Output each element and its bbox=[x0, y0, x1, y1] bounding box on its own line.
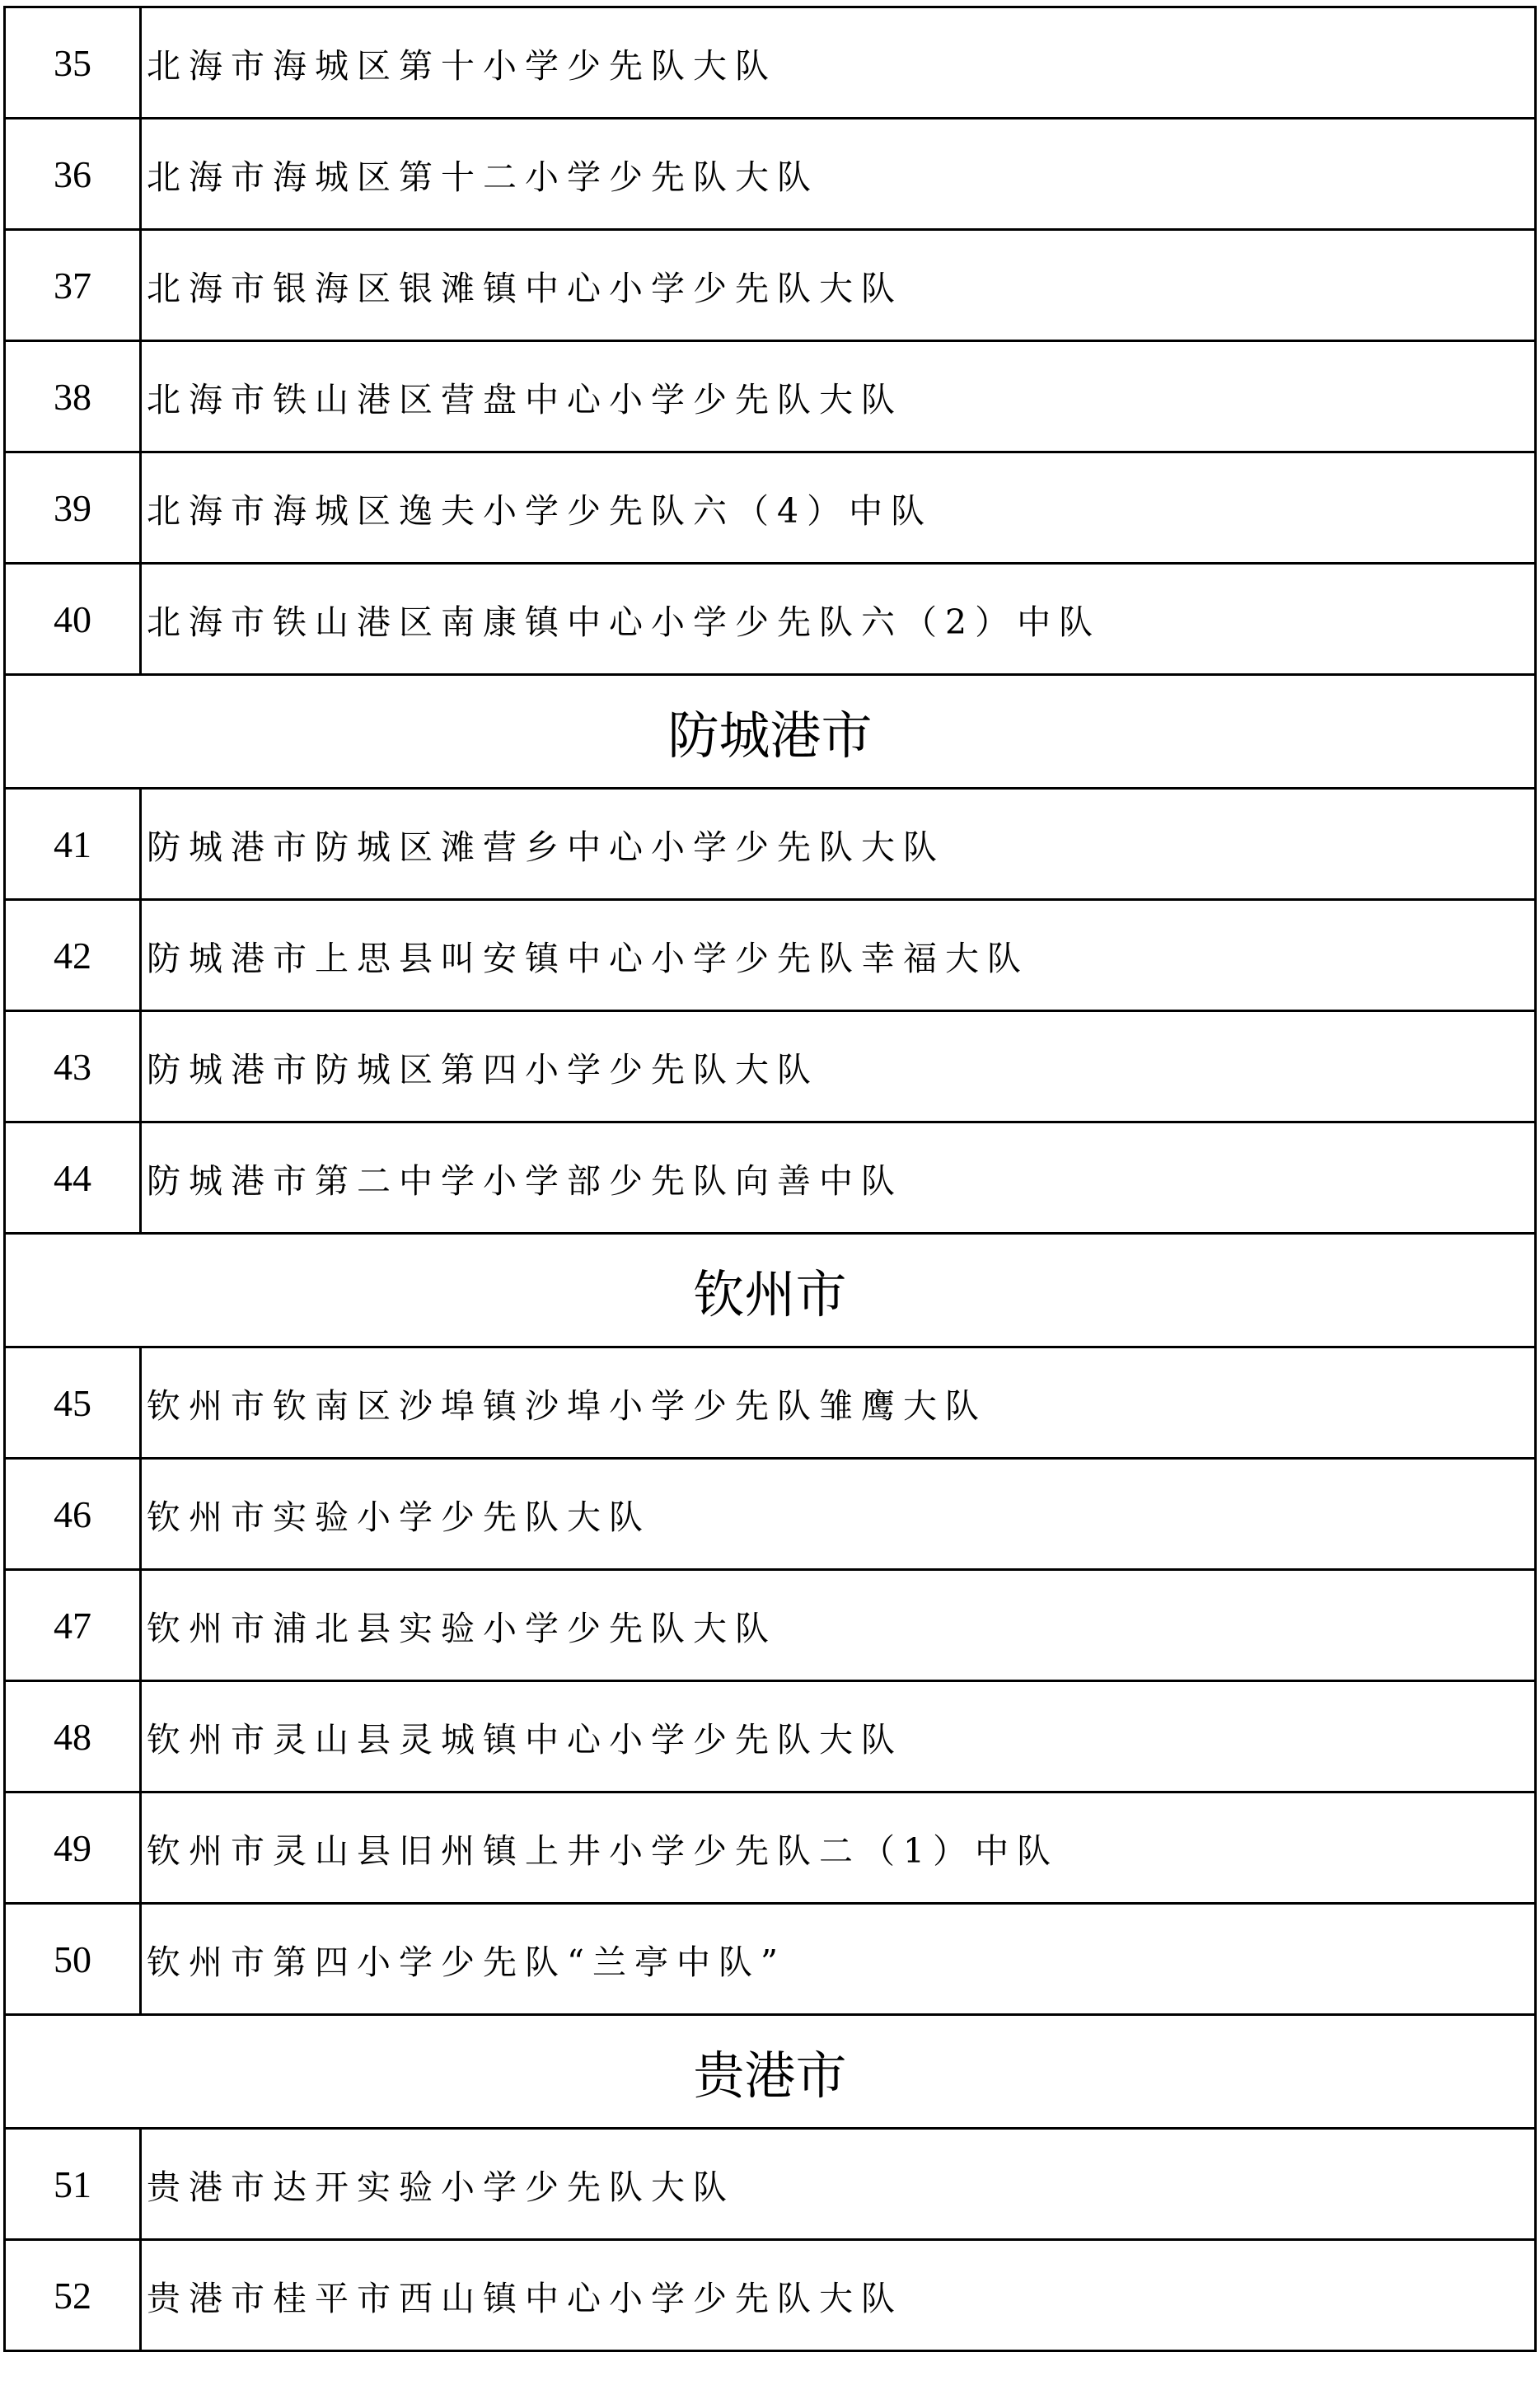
row-number: 40 bbox=[5, 564, 141, 675]
table-row bbox=[5, 1792, 1536, 1904]
table-row bbox=[5, 341, 1536, 452]
row-number: 47 bbox=[5, 1570, 141, 1681]
table-row bbox=[5, 2240, 1536, 2351]
row-number: 43 bbox=[5, 1011, 141, 1122]
unit-name: 北海市银海区银滩镇中心小学少先队大队 bbox=[141, 230, 1536, 341]
region-header: 防城港市 bbox=[5, 675, 1536, 789]
unit-name: 北海市铁山港区营盘中心小学少先队大队 bbox=[141, 341, 1536, 452]
unit-name: 钦州市浦北县实验小学少先队大队 bbox=[141, 1570, 1536, 1681]
award-list-table bbox=[3, 6, 1537, 2352]
unit-name: 钦州市实验小学少先队大队 bbox=[141, 1459, 1536, 1570]
table-row bbox=[5, 1122, 1536, 1234]
row-number: 35 bbox=[5, 7, 141, 119]
unit-name: 北海市海城区第十二小学少先队大队 bbox=[141, 119, 1536, 230]
row-number: 49 bbox=[5, 1792, 141, 1904]
unit-name: 防城港市上思县叫安镇中心小学少先队幸福大队 bbox=[141, 900, 1536, 1011]
unit-name: 钦州市灵山县旧州镇上井小学少先队二（1）中队 bbox=[141, 1792, 1536, 1904]
row-number: 44 bbox=[5, 1122, 141, 1234]
unit-name: 防城港市第二中学小学部少先队向善中队 bbox=[141, 1122, 1536, 1234]
row-number: 48 bbox=[5, 1681, 141, 1792]
unit-name: 北海市海城区第十小学少先队大队 bbox=[141, 7, 1536, 119]
table-row bbox=[5, 564, 1536, 675]
unit-name: 北海市海城区逸夫小学少先队六（4）中队 bbox=[141, 452, 1536, 564]
table-row bbox=[5, 1904, 1536, 2015]
row-number: 38 bbox=[5, 341, 141, 452]
region-header-row bbox=[5, 1234, 1536, 1347]
table-row bbox=[5, 1681, 1536, 1792]
unit-name: 防城港市防城区第四小学少先队大队 bbox=[141, 1011, 1536, 1122]
unit-name: 贵港市桂平市西山镇中心小学少先队大队 bbox=[141, 2240, 1536, 2351]
row-number: 52 bbox=[5, 2240, 141, 2351]
region-header-row bbox=[5, 675, 1536, 789]
table-row bbox=[5, 7, 1536, 119]
table-row bbox=[5, 452, 1536, 564]
row-number: 50 bbox=[5, 1904, 141, 2015]
table-row bbox=[5, 1459, 1536, 1570]
row-number: 42 bbox=[5, 900, 141, 1011]
table-row bbox=[5, 230, 1536, 341]
region-header: 贵港市 bbox=[5, 2015, 1536, 2129]
unit-name: 钦州市钦南区沙埠镇沙埠小学少先队雏鹰大队 bbox=[141, 1347, 1536, 1459]
unit-name: 钦州市灵山县灵城镇中心小学少先队大队 bbox=[141, 1681, 1536, 1792]
row-number: 39 bbox=[5, 452, 141, 564]
row-number: 36 bbox=[5, 119, 141, 230]
table-row bbox=[5, 1347, 1536, 1459]
table-row bbox=[5, 789, 1536, 900]
region-header-row bbox=[5, 2015, 1536, 2129]
unit-name: 防城港市防城区滩营乡中心小学少先队大队 bbox=[141, 789, 1536, 900]
unit-name: 钦州市第四小学少先队“兰亭中队” bbox=[141, 1904, 1536, 2015]
row-number: 46 bbox=[5, 1459, 141, 1570]
table-row bbox=[5, 900, 1536, 1011]
unit-name: 贵港市达开实验小学少先队大队 bbox=[141, 2129, 1536, 2240]
unit-name: 北海市铁山港区南康镇中心小学少先队六（2）中队 bbox=[141, 564, 1536, 675]
row-number: 37 bbox=[5, 230, 141, 341]
row-number: 51 bbox=[5, 2129, 141, 2240]
table-row bbox=[5, 119, 1536, 230]
row-number: 45 bbox=[5, 1347, 141, 1459]
table-row bbox=[5, 1011, 1536, 1122]
table-row bbox=[5, 1570, 1536, 1681]
row-number: 41 bbox=[5, 789, 141, 900]
table-row bbox=[5, 2129, 1536, 2240]
region-header: 钦州市 bbox=[5, 1234, 1536, 1347]
